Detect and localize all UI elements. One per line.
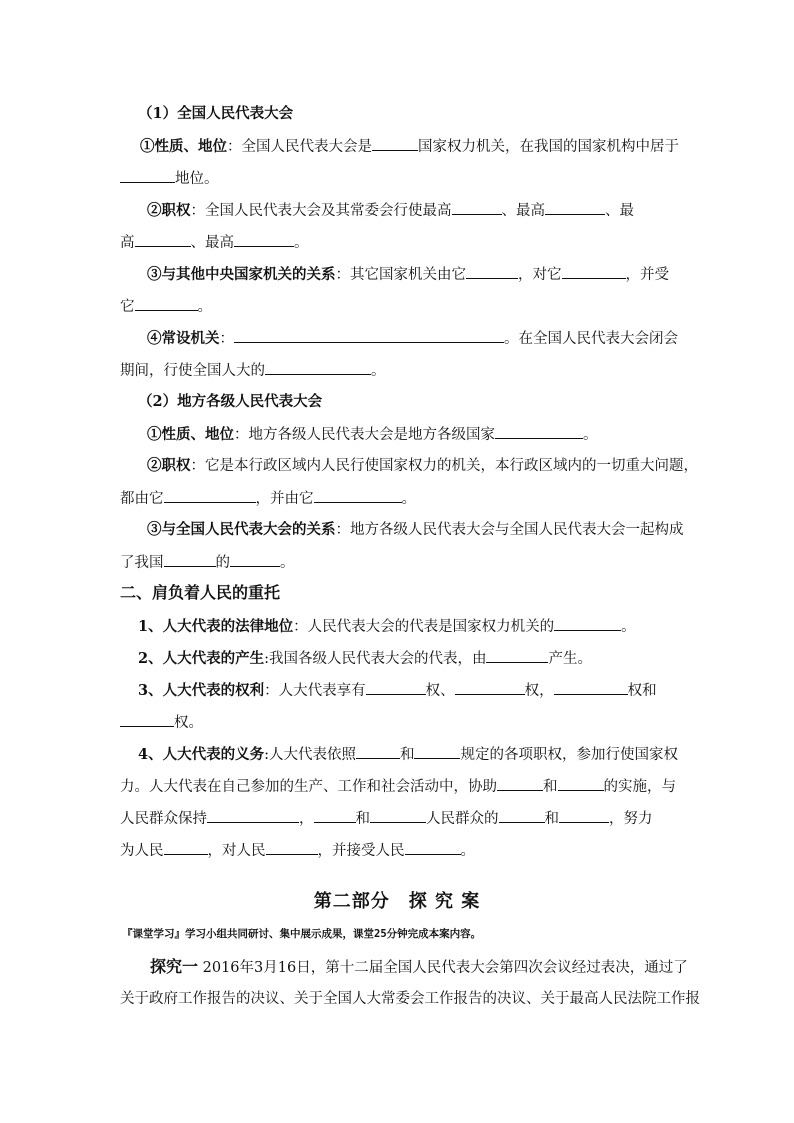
fill-blank[interactable] xyxy=(230,552,280,567)
part-title: 第二部分 探 究 案 xyxy=(313,891,481,912)
paragraph-line: ①性质、地位：地方各级人民代表大会是地方各级国家 。 xyxy=(147,426,598,443)
list-item: 权。 xyxy=(120,712,203,733)
fill-blank[interactable] xyxy=(545,200,605,215)
fill-blank[interactable] xyxy=(120,712,174,727)
fill-blank[interactable] xyxy=(562,264,626,279)
list-item: 人民群众保持 ， 和 人民群众的 和 ，努力 xyxy=(120,808,653,829)
fill-blank[interactable] xyxy=(414,744,460,759)
fill-blank[interactable] xyxy=(314,808,356,823)
fill-blank[interactable] xyxy=(495,424,583,439)
fill-blank[interactable] xyxy=(164,552,216,567)
list-item: 为人民 ，对人民 ，并接受人民 。 xyxy=(120,840,475,861)
fill-blank[interactable] xyxy=(164,840,208,855)
fill-blank[interactable] xyxy=(135,232,191,247)
fill-blank[interactable] xyxy=(372,136,418,151)
section-heading: （1）全国人民代表大会 xyxy=(138,105,294,122)
paragraph-line: ③与全国人民代表大会的关系：地方各级人民代表大会与全国人民代表大会一起构成 xyxy=(147,521,684,538)
list-item: 4、人大代表的义务:人大代表依照 和 规定的各项职权，参加行使国家权 xyxy=(138,746,678,763)
part-heading: 二、肩负着人民的重托 xyxy=(120,583,281,602)
fill-blank[interactable] xyxy=(356,744,400,759)
paragraph-line: 了我国 的 。 xyxy=(120,552,295,573)
fill-blank[interactable] xyxy=(455,680,525,695)
paragraph-line: 它 。 xyxy=(120,296,212,317)
fill-blank[interactable] xyxy=(120,168,175,183)
paragraph-line: ④常设机关： 。在全国人民代表大会闭会 xyxy=(147,330,678,347)
fill-blank[interactable] xyxy=(559,808,609,823)
instruction-note: 『课堂学习』学习小组共同研讨、集中展示成果，课堂25分钟完成本案内容。 xyxy=(122,928,482,940)
list-item: 2、人大代表的产生:我国各级人民代表大会的代表，由 产生。 xyxy=(138,650,592,667)
paragraph-line: ②职权：它是本行政区域内人民行使国家权力的机关，本行政区域内的一切重大问题， xyxy=(147,457,698,474)
inquiry-paragraph: 关于政府工作报告的决议、关于全国人大常委会工作报告的决议、关于最高人民法院工作报 xyxy=(120,991,700,1007)
fill-blank[interactable] xyxy=(554,680,628,695)
section-heading: （2）地方各级人民代表大会 xyxy=(138,393,323,410)
paragraph-line: 高 、最高 。 xyxy=(120,232,309,253)
fill-blank[interactable] xyxy=(370,808,426,823)
fill-blank[interactable] xyxy=(452,200,502,215)
paragraph-line: 都由它 ，并由它 。 xyxy=(120,488,416,509)
paragraph-line: ②职权：全国人民代表大会及其常委会行使最高 、最高 、最 xyxy=(147,202,634,219)
list-item: 3、人大代表的权利：人大代表享有 权、 权， 权和 xyxy=(138,682,657,699)
fill-blank[interactable] xyxy=(234,328,504,343)
paragraph-line: 期间，行使全国人大的 。 xyxy=(120,360,386,381)
fill-blank[interactable] xyxy=(486,648,548,663)
fill-blank[interactable] xyxy=(554,616,621,631)
paragraph-line: ①性质、地位：全国人民代表大会是 国家权力机关，在我国的国家机构中居于 xyxy=(140,138,679,155)
paragraph-line: ③与其他中央国家机关的关系：其它国家机关由它 ，对它 ，并受 xyxy=(147,266,669,283)
fill-blank[interactable] xyxy=(314,488,402,503)
fill-blank[interactable] xyxy=(266,840,318,855)
fill-blank[interactable] xyxy=(135,296,198,311)
fill-blank[interactable] xyxy=(164,488,256,503)
list-item: 1、人大代表的法律地位：人民代表大会的代表是国家权力机关的 。 xyxy=(138,618,636,635)
fill-blank[interactable] xyxy=(207,808,299,823)
inquiry-paragraph: 探究一 2016年3月16日，第十二届全国人民代表大会第四次会议经过表决，通过了 xyxy=(150,957,688,976)
fill-blank[interactable] xyxy=(366,680,426,695)
list-item: 力。人大代表在自己参加的生产、工作和社会活动中，协助 和 的实施，与 xyxy=(120,776,676,797)
fill-blank[interactable] xyxy=(466,264,518,279)
fill-blank[interactable] xyxy=(265,360,371,375)
fill-blank[interactable] xyxy=(499,808,545,823)
fill-blank[interactable] xyxy=(234,232,294,247)
paragraph-line: 地位。 xyxy=(120,168,219,189)
fill-blank[interactable] xyxy=(405,840,461,855)
fill-blank[interactable] xyxy=(497,776,543,791)
fill-blank[interactable] xyxy=(558,776,604,791)
